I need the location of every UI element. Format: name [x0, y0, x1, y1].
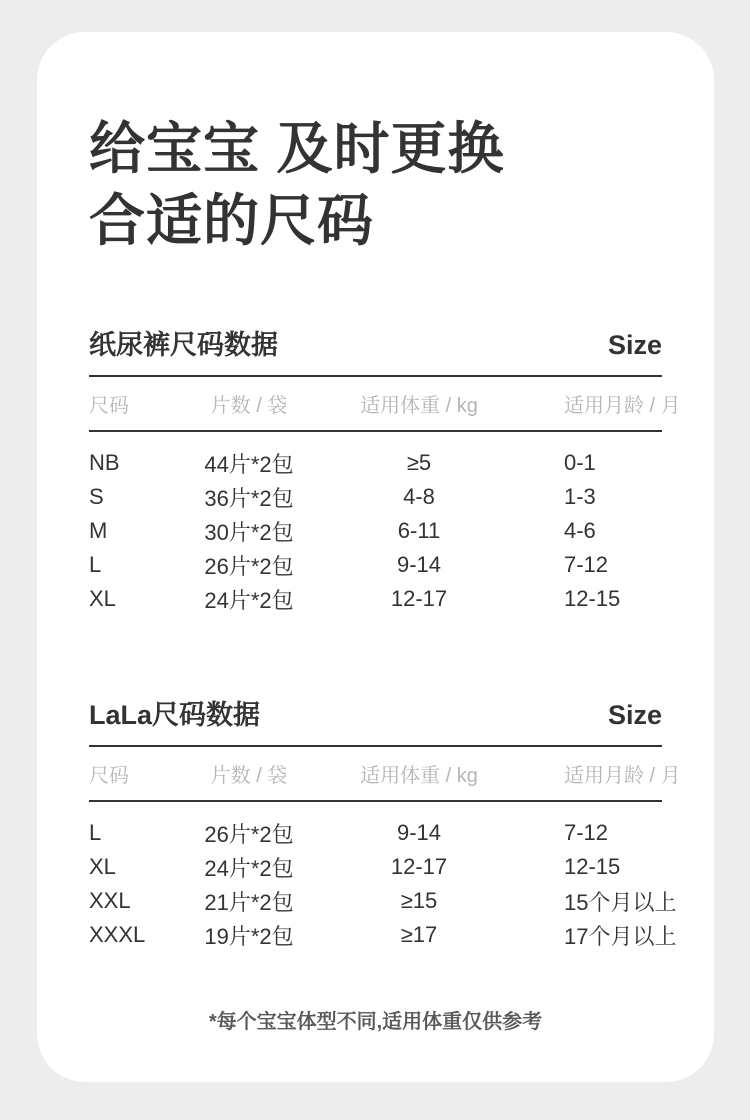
section-header: [89, 327, 662, 363]
cell-size: L: [89, 820, 102, 845]
cell-pieces: 26片*2包: [204, 821, 294, 847]
table-row: [89, 480, 662, 514]
cell-pieces: 26片*2包: [204, 553, 294, 579]
column-header-weight: 适用体重 / kg: [360, 765, 478, 787]
table-row: [89, 582, 662, 616]
table-body: [89, 802, 677, 952]
cell-age: 12-15: [564, 854, 621, 879]
cell-size: NB: [89, 450, 120, 475]
table-row: [89, 884, 677, 918]
cell-age: 0-1: [564, 450, 596, 475]
section-header: [89, 697, 662, 733]
cell-weight: 12-17: [390, 854, 448, 879]
section-title: LaLa尺码数据: [89, 700, 261, 730]
size-info-card: [37, 32, 714, 1082]
table-row: [89, 850, 662, 884]
cell-age: 4-6: [564, 518, 596, 543]
cell-age: 17个月以上: [564, 923, 677, 949]
page-title-line-1: 给宝宝 及时更换: [89, 117, 505, 180]
diaper-size-table: [89, 375, 681, 616]
cell-age: 15个月以上: [564, 889, 677, 915]
table-row: [89, 918, 677, 952]
size-label: Size: [607, 700, 662, 730]
cell-pieces: 19片*2包: [204, 923, 294, 949]
table-body: [89, 432, 662, 616]
cell-weight: ≥15: [400, 888, 438, 913]
cell-size: S: [89, 484, 104, 509]
cell-age: 7-12: [564, 552, 609, 577]
cell-weight: 4-8: [403, 484, 435, 509]
cell-size: M: [89, 518, 108, 543]
size-label: Size: [607, 330, 662, 360]
table-header-row: [89, 745, 681, 802]
section-title: 纸尿裤尺码数据: [89, 330, 278, 360]
cell-pieces: 24片*2包: [204, 587, 294, 613]
section-diaper-sizes: [89, 327, 681, 616]
cell-pieces: 30片*2包: [204, 519, 294, 545]
column-header-weight: 适用体重 / kg: [360, 395, 478, 417]
section-lala-sizes: [89, 697, 681, 952]
cell-pieces: 24片*2包: [204, 855, 294, 881]
cell-weight: 9-14: [396, 552, 442, 577]
cell-weight: ≥17: [400, 922, 438, 947]
cell-pieces: 21片*2包: [204, 889, 294, 915]
lala-size-table: [89, 745, 681, 952]
cell-weight: 6-11: [397, 518, 441, 543]
cell-size: XL: [89, 586, 116, 611]
cell-weight: ≥5: [406, 450, 432, 475]
page-title: [89, 113, 662, 257]
table-row: [89, 548, 662, 582]
table-row: [89, 514, 662, 548]
cell-pieces: 36片*2包: [204, 485, 294, 511]
column-header-age: 适用月龄 / 月: [564, 395, 681, 417]
cell-size: L: [89, 552, 102, 577]
table-row: [89, 446, 662, 480]
cell-size: XXL: [89, 888, 131, 913]
footnote: *每个宝宝体型不同,适用体重仅供参考: [208, 1011, 543, 1033]
cell-age: 12-15: [564, 586, 621, 611]
cell-pieces: 44片*2包: [204, 451, 294, 477]
column-header-pieces: 片数 / 袋: [210, 765, 288, 787]
column-header-size: 尺码: [89, 395, 129, 417]
cell-age: 7-12: [564, 820, 609, 845]
column-header-pieces: 片数 / 袋: [210, 395, 288, 417]
cell-weight: 12-17: [390, 586, 448, 611]
table-row: [89, 816, 662, 850]
column-header-age: 适用月龄 / 月: [564, 765, 681, 787]
page-title-line-2: 合适的尺码: [89, 189, 374, 252]
table-header-row: [89, 375, 681, 432]
cell-size: XL: [89, 854, 116, 879]
cell-age: 1-3: [564, 484, 596, 509]
cell-size: XXXL: [89, 922, 146, 947]
column-header-size: 尺码: [89, 765, 129, 787]
cell-weight: 9-14: [396, 820, 442, 845]
